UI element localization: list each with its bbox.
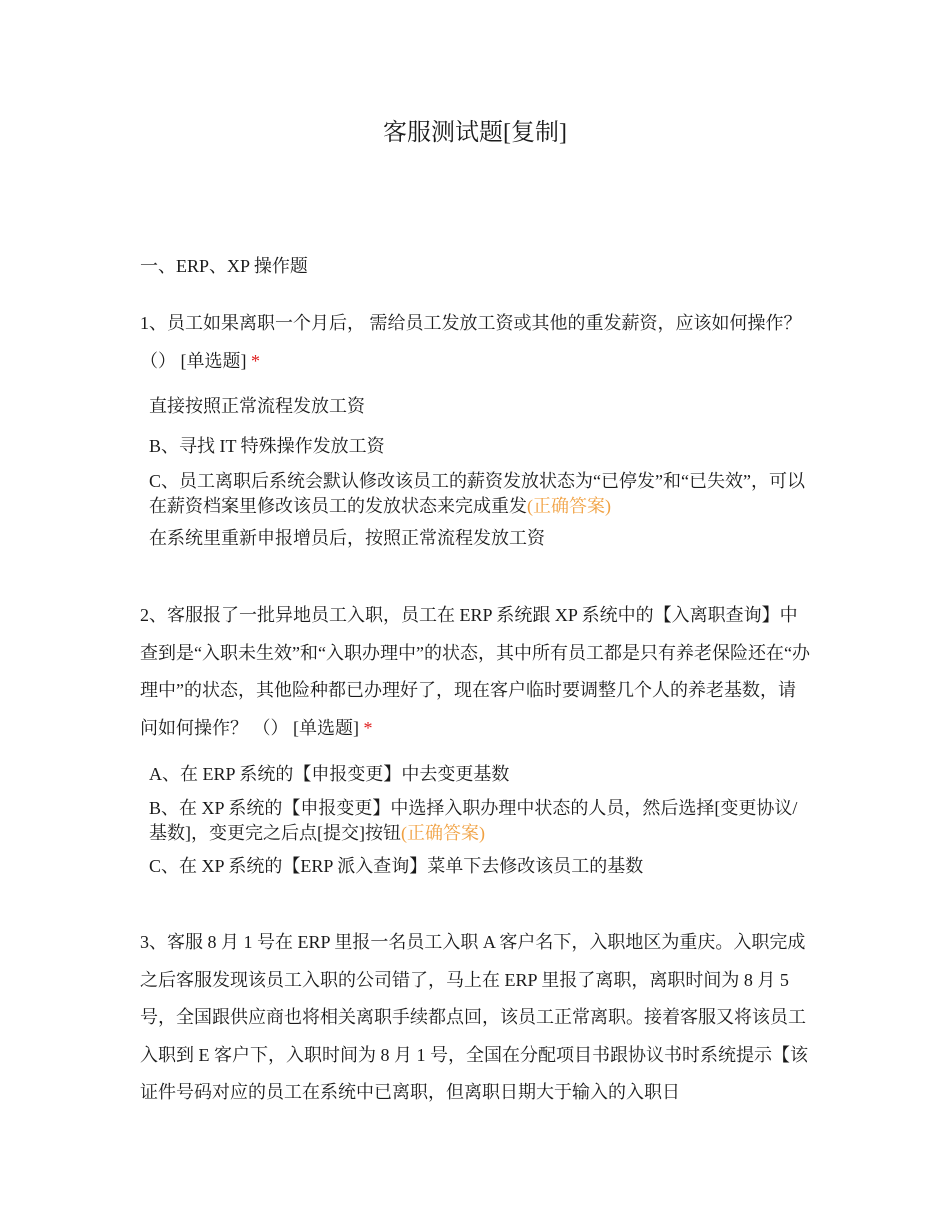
question-2-text: 2、客服报了一批异地员工入职，员工在 ERP 系统跟 XP 系统中的【入离职查询】中查到是“入职未生效”和“入职办理中”的状态，其中所有员工都是只有养老保险还在“办理中”的状态，其他险种都已办理好了，现在客户临时要调整几个人的养老基数，请问如何操作？ （） xyxy=(140,605,810,738)
question-type: [单选题] xyxy=(180,350,247,371)
question-1 xyxy=(140,305,812,380)
correct-answer-badge: (正确答案) xyxy=(527,496,611,516)
required-mark: * xyxy=(363,717,373,738)
correct-answer-badge: (正确答案) xyxy=(400,823,485,843)
question-1-option-3[interactable]: C、员工离职后系统会默认修改该员工的薪资发放状态为“已停发”和“已失效”，可以在薪资档案里修改该员工的发放状态来完成重发(正确答案) xyxy=(149,471,805,516)
question-1-option-2[interactable]: B、寻找 IT 特殊操作发放工资 xyxy=(149,436,385,456)
question-2-option-3[interactable]: C、在 XP 系统的【ERP 派入查询】菜单下去修改该员工的基数 xyxy=(149,856,644,876)
question-3 xyxy=(140,924,812,1112)
page-title: 客服测试题[复制] xyxy=(383,120,567,146)
section-heading: 一、ERP、XP 操作题 xyxy=(140,256,308,276)
question-1-text: 1、员工如果离职一个月后， 需给员工发放工资或其他的重发薪资，应该如何操作？ （） xyxy=(140,313,802,371)
required-mark: * xyxy=(251,350,260,371)
question-2 xyxy=(140,597,812,747)
question-1-option-4[interactable]: 在系统里重新申报增员后，按照正常流程发放工资 xyxy=(149,528,545,548)
question-type: [单选题] xyxy=(293,717,359,738)
question-1-option-1[interactable]: 直接按照正常流程发放工资 xyxy=(149,396,365,416)
question-2-option-2[interactable]: B、在 XP 系统的【申报变更】中选择入职办理中状态的人员，然后选择[变更协议/基数]，变更完之后点[提交]按钮(正确答案) xyxy=(149,798,798,843)
question-2-option-1[interactable]: A、在 ERP 系统的【申报变更】中去变更基数 xyxy=(149,764,510,784)
question-3-text: 3、客服 8 月 1 号在 ERP 里报一名员工入职 A 客户名下，入职地区为重庆。入职完成之后客服发现该员工入职的公司错了，马上在 ERP 里报了离职，离职时间为 8 月 5 号，全国跟供应商也将相关离职手续都点回，该员工正常离职。接着客服又将该员工入职到 E 客户下，入职时间为 8 月 1 号，全国在分配项目书跟协议书时系统提示【该证件号码对应的员工在系统中已离职，但离职日期大于输入的入职日 xyxy=(140,932,808,1102)
